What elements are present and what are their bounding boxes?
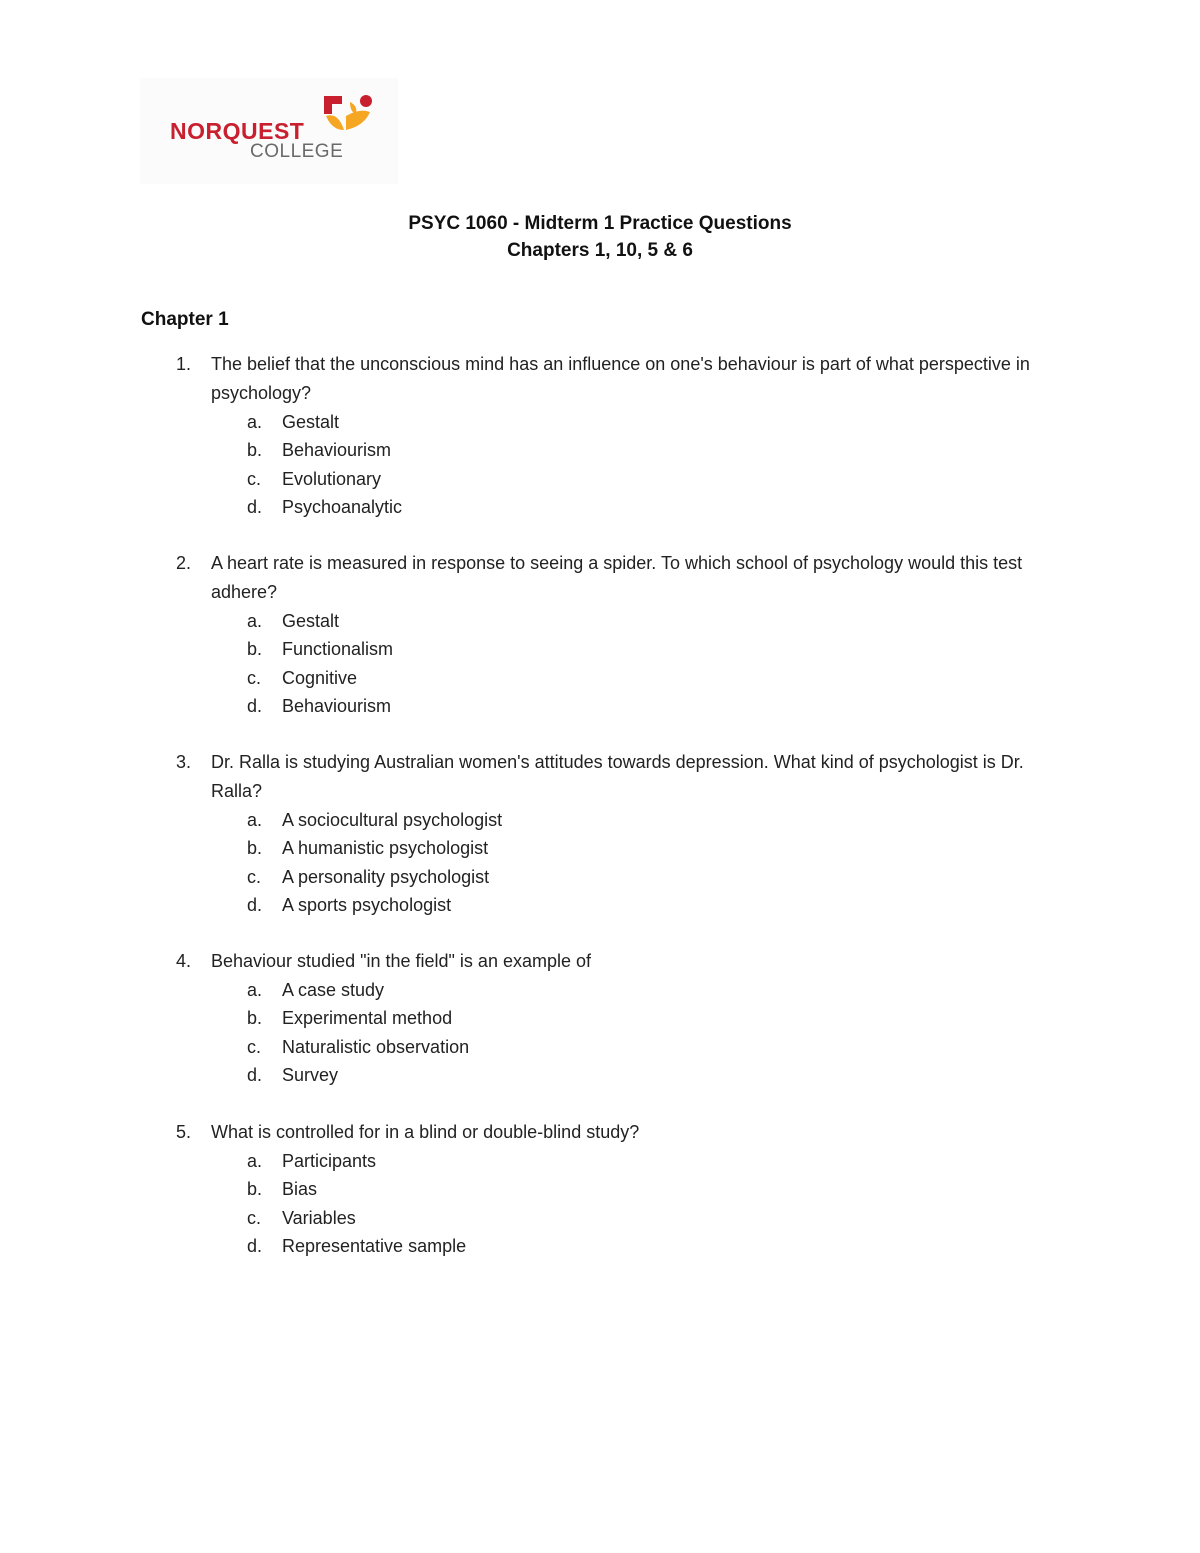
option-text: Gestalt xyxy=(282,611,340,631)
option-text: Behaviourism xyxy=(282,696,392,717)
option-letter: d. xyxy=(247,497,263,518)
option-text: A sociocultural psychologist xyxy=(282,810,503,830)
option-text: A case study xyxy=(282,980,385,1000)
question-text: The belief that the unconscious mind has an influence on one's behaviour is part of what perspective in psychology? xyxy=(211,354,1030,403)
question-number: 5. xyxy=(176,1122,192,1142)
option-letter: b. xyxy=(247,1008,263,1029)
option-text: Functionalism xyxy=(282,639,394,660)
option-letter: b. xyxy=(247,639,263,660)
option-letter: c. xyxy=(247,866,262,887)
answer-option xyxy=(176,493,1076,521)
answer-options xyxy=(176,976,1076,1090)
answer-option xyxy=(176,1204,1076,1232)
option-letter: d. xyxy=(247,696,263,717)
option-letter: a. xyxy=(247,980,263,1000)
option-letter: a. xyxy=(247,412,263,432)
option-text: A personality psychologist xyxy=(282,866,490,887)
answer-option xyxy=(176,1004,1076,1032)
option-letter: d. xyxy=(247,895,263,916)
answer-option xyxy=(176,436,1076,464)
answer-option xyxy=(176,692,1076,720)
option-letter: b. xyxy=(247,1179,263,1200)
document-header xyxy=(0,210,1200,264)
option-letter: d. xyxy=(247,1236,263,1257)
option-text: Naturalistic observation xyxy=(282,1036,470,1057)
question-1 xyxy=(176,350,1076,522)
option-letter: b. xyxy=(247,838,263,859)
question-number: 2. xyxy=(176,553,192,573)
answer-options xyxy=(176,607,1076,721)
answer-option xyxy=(176,1175,1076,1203)
option-text: Gestalt xyxy=(282,412,340,432)
question-text: What is controlled for in a blind or double-blind study? xyxy=(211,1122,640,1142)
option-text: Psychoanalytic xyxy=(282,497,403,518)
question-number: 4. xyxy=(176,951,192,971)
answer-option xyxy=(176,806,1076,834)
option-text: A humanistic psychologist xyxy=(282,838,489,859)
option-text: Variables xyxy=(282,1207,356,1228)
option-text: Cognitive xyxy=(282,667,358,688)
answer-option xyxy=(176,863,1076,891)
option-text: Survey xyxy=(282,1065,339,1086)
option-letter: d. xyxy=(247,1065,263,1086)
question-5 xyxy=(176,1118,1076,1261)
answer-option xyxy=(176,834,1076,862)
logo-subtext: COLLEGE xyxy=(250,141,344,162)
option-letter: a. xyxy=(247,611,263,631)
option-text: Bias xyxy=(282,1179,318,1200)
document-title: PSYC 1060 - Midterm 1 Practice Questions xyxy=(408,213,792,234)
option-letter: b. xyxy=(247,440,263,461)
option-letter: c. xyxy=(247,667,262,688)
question-text: A heart rate is measured in response to seeing a spider. To which school of psychology would this test adhere? xyxy=(211,553,1023,602)
college-logo xyxy=(140,78,398,184)
option-text: Participants xyxy=(282,1151,377,1171)
question-number: 1. xyxy=(176,354,192,374)
answer-option xyxy=(176,607,1076,635)
answer-option xyxy=(176,1033,1076,1061)
question-text: Dr. Ralla is studying Australian women's attitudes towards depression. What kind of psychologist is Dr. Ralla? xyxy=(211,752,1024,801)
option-letter: a. xyxy=(247,810,263,830)
answer-option xyxy=(176,976,1076,1004)
answer-option xyxy=(176,1061,1076,1089)
answer-options xyxy=(176,1147,1076,1261)
option-text: Experimental method xyxy=(282,1008,453,1029)
document-subtitle: Chapters 1, 10, 5 & 6 xyxy=(507,240,693,261)
answer-option xyxy=(176,664,1076,692)
option-text: Behaviourism xyxy=(282,440,392,461)
option-letter: c. xyxy=(247,1036,262,1057)
answer-options xyxy=(176,408,1076,522)
answer-option xyxy=(176,635,1076,663)
question-text: Behaviour studied "in the field" is an example of xyxy=(211,951,592,971)
answer-option xyxy=(176,465,1076,493)
option-letter: c. xyxy=(247,468,262,489)
answer-option xyxy=(176,408,1076,436)
logo-mark-icon xyxy=(320,92,376,142)
answer-option xyxy=(176,1232,1076,1260)
option-text: Representative sample xyxy=(282,1236,467,1257)
logo-wordmark: NORQUEST xyxy=(170,118,305,144)
question-4 xyxy=(176,947,1076,1090)
chapter-heading: Chapter 1 xyxy=(141,309,229,330)
option-text: Evolutionary xyxy=(282,468,382,489)
option-letter: a. xyxy=(247,1151,263,1171)
answer-options xyxy=(176,806,1076,920)
question-3 xyxy=(176,748,1076,920)
answer-option xyxy=(176,891,1076,919)
question-number: 3. xyxy=(176,752,192,772)
answer-option xyxy=(176,1147,1076,1175)
option-text: A sports psychologist xyxy=(282,895,452,916)
question-2 xyxy=(176,549,1076,721)
option-letter: c. xyxy=(247,1207,262,1228)
